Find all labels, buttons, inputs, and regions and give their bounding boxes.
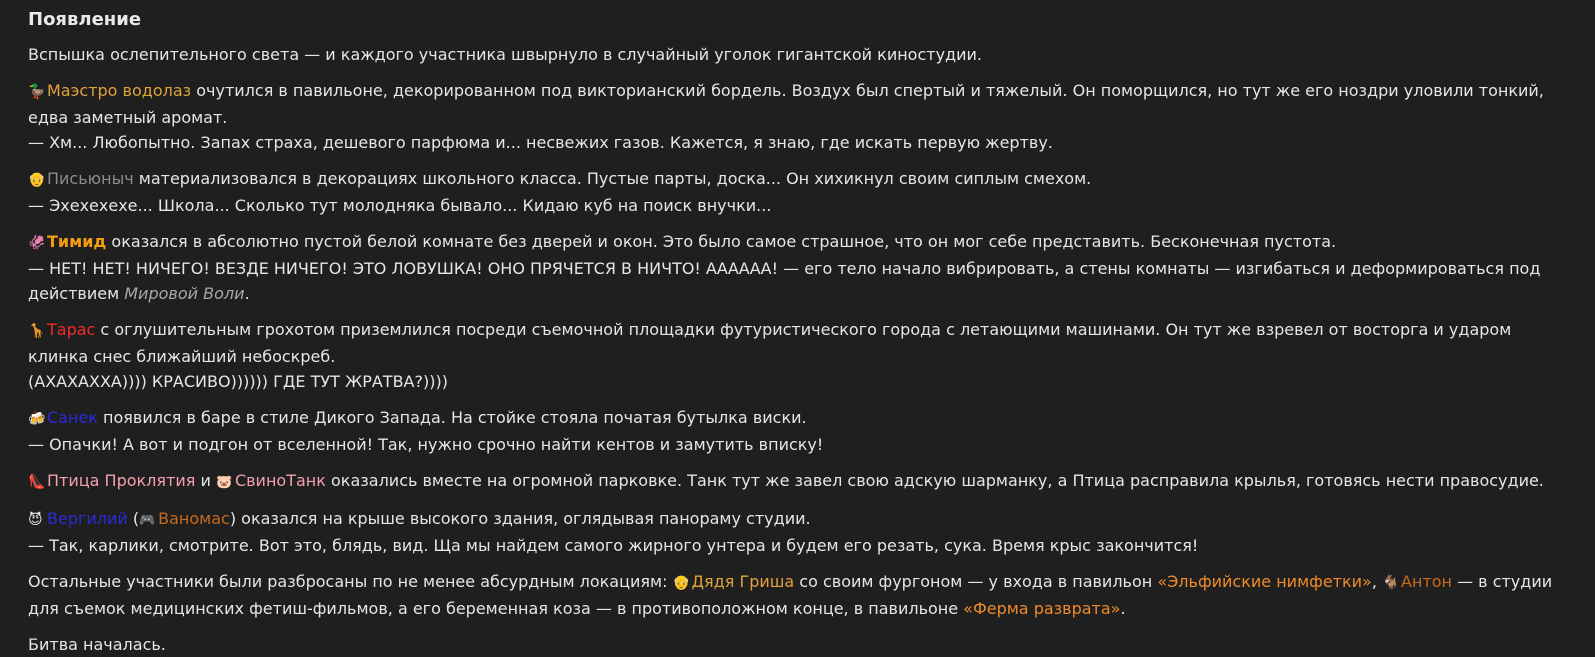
paragraph-sanek — [28, 405, 1567, 457]
separator: , — [1371, 572, 1383, 591]
paragraph-text: со своим фургоном — у входа в павильон — [794, 572, 1158, 591]
goat-icon: 🐐 — [1382, 575, 1400, 591]
old-man-icon: 👴 — [28, 172, 46, 188]
paragraph-text: Остальные участники были разбросаны по не менее абсурдным локациям: — [28, 572, 673, 591]
quote-text: — Эхехехехе... Школа... Сколько тут молодняка бывало... Кидаю куб на поиск внучки... — [28, 196, 772, 215]
sentence-end: . — [244, 284, 250, 303]
gamepad-icon: 🎮 — [139, 513, 156, 528]
quote-text: — НЕТ! НЕТ! НИЧЕГО! ВЕЗДЕ НИЧЕГО! ЭТО ЛОВУШКА! ОНО ПРЯЧЕТСЯ В НИЧТО! АААААА! — его тело начало вибрировать, а стены комнаты — изгибаться и деформироваться под действием — [28, 259, 1541, 303]
player-name-svinotank[interactable]: СвиноТанк — [234, 471, 326, 490]
paragraph-text: оказались вместе на огромной парковке. Танк тут же завел свою адскую шарманку, а Птица расправила крылья, готовясь нести правосудие. — [325, 471, 1544, 490]
player-name-maestro[interactable]: Маэстро водолаз — [47, 81, 192, 100]
paragraph-bird-pig — [28, 468, 1567, 495]
beer-icon: 🍻 — [28, 411, 46, 427]
pig-icon: 🐷 — [215, 475, 233, 490]
devil-icon: 😈 — [28, 512, 43, 528]
paragraph-timid — [28, 229, 1567, 306]
intro-paragraph: Вспышка ослепительного света — и каждого участника швырнуло в случайный уголок гигантской киностудии. — [28, 45, 982, 64]
italic-term: Мировой Воли — [124, 284, 245, 303]
player-name-anton[interactable]: Антон — [1401, 572, 1452, 591]
paragraph-text: — в студии для съемок медицинских фетиш-фильмов, а его беременная коза — в противоположном конце, в павильоне — [28, 572, 1553, 618]
paragraph-text: ) оказался на крыше высокого здания, оглядывая панораму студии. — [229, 509, 811, 528]
player-name-vergiliy[interactable]: Вергилий — [47, 509, 128, 528]
boot-icon: 👠 — [28, 474, 46, 490]
giraffe-icon: 🦒 — [28, 323, 46, 339]
old-man-icon: 👴 — [672, 575, 690, 591]
paragraph-others — [28, 569, 1567, 621]
player-name-sanek[interactable]: Санек — [47, 408, 98, 427]
conjunction: и — [195, 471, 216, 490]
paren-open: ( — [127, 509, 140, 528]
duck-icon: 🦆 — [28, 84, 46, 100]
paragraph-text: оказался в абсолютно пустой белой комнате без дверей и окон. Это было самое страшное, что он мог себе представить. Бесконечная пустота. — [106, 232, 1337, 251]
paragraph-vergiliy — [28, 506, 1567, 558]
paragraph-text: очутился в павильоне, декорированном под викторианский бордель. Воздух был спертый и тяжелый. Он поморщился, но тут же его ноздри уловили тонкий, едва заметный аромат. — [28, 81, 1544, 127]
squid-icon: 🦑 — [28, 235, 46, 251]
player-name-taras[interactable]: Тарас — [47, 320, 96, 339]
quote-text: (АХАХАХХА)))) КРАСИВО)))))) ГДЕ ТУТ ЖРАТВА?)))) — [28, 372, 448, 391]
paragraph-text: с оглушительным грохотом приземлился посреди съемочной площадки футуристического города с летающими машинами. Он тут же взревел от восторга и ударом клинка снес ближайший небоскреб. — [28, 320, 1512, 366]
quote-text: — Так, карлики, смотрите. Вот это, блядь, вид. Ща мы найдем самого жирного унтера и будем его резать, сука. Время крыс закончится! — [28, 536, 1199, 555]
paragraph-text: материализовался в декорациях школьного класса. Пустые парты, доска... Он хихикнул своим сиплым смехом. — [133, 169, 1092, 188]
section-title: Появление — [28, 9, 142, 30]
quote-text: — Опачки! А вот и подгон от вселенной! Так, нужно срочно найти кентов и замутить вписку! — [28, 435, 824, 454]
paragraph-maestro — [28, 78, 1567, 155]
player-name-bird[interactable]: Птица Проклятия — [47, 471, 196, 490]
location-farm: «Ферма разврата» — [963, 599, 1121, 618]
outro-paragraph: Битва началась. — [28, 635, 166, 654]
paragraph-taras — [28, 317, 1567, 394]
player-name-vanomas[interactable]: Ваномас — [158, 509, 230, 528]
paragraph-text: появился в баре в стиле Дикого Запада. На стойке стояла початая бутылка виски. — [97, 408, 807, 427]
player-name-pisyunych[interactable]: Письюныч — [47, 169, 134, 188]
paragraph-pisyunych — [28, 166, 1567, 218]
player-name-timid[interactable]: Тимид — [47, 232, 107, 251]
sentence-end: . — [1120, 599, 1126, 618]
location-elves: «Эльфийские нимфетки» — [1157, 572, 1372, 591]
quote-text: — Хм... Любопытно. Запах страха, дешевого парфюма и... несвежих газов. Кажется, я знаю, где искать первую жертву. — [28, 133, 1053, 152]
player-name-grisha[interactable]: Дядя Гриша — [691, 572, 795, 591]
